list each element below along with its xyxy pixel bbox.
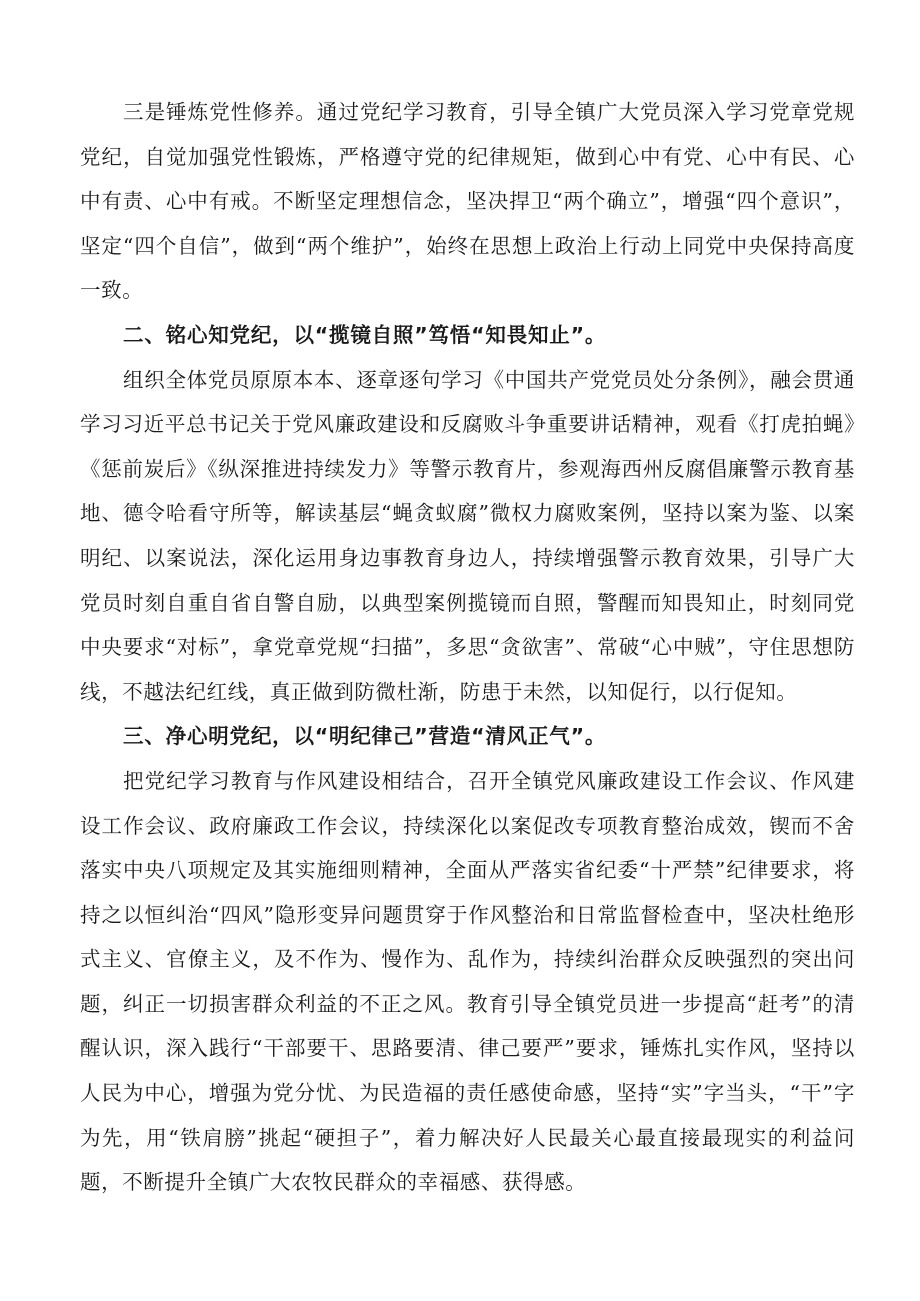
- section-heading-2: 二、铭心知党纪，以“揽镜自照”笃悟“知畏知止”。: [123, 322, 607, 347]
- section-heading-3: 三、净心明党纪，以“明纪律己”营造“清风正气”。: [123, 724, 607, 749]
- paragraph-warning-education: 组织全体党员原原本本、逐章逐句学习《中国共产党党员处分条例》，融会贯通学习习近平总书记关于党风廉政建设和反腐败斗争重要讲话精神，观看《打虎拍蝇》《惩前炭后》《纵深推进持续发力》等警示教育片，参观海西州反腐倡廉警示教育基地、德令哈看守所等，解读基层“蝇贪蚁腐”微权力腐败案例，坚持以案为鉴、以案明纪、以案说法，深化运用身边事教育身边人，持续增强警示教育效果，引导广大党员时刻自重自省自警自励，以典型案例揽镜而自照，警醒而知畏知止，时刻同党中央要求“对标”，拿党章党规“扫描”，多思“贪欲害”、常破“心中贼”，守住思想防线，不越法纪红线，真正做到防微杜渐，防患于未然，以知促行，以行促知。: [80, 367, 855, 704]
- document-body: [80, 90, 855, 1205]
- paragraph-party-spirit: 三是锤炼党性修养。通过党纪学习教育，引导全镇广大党员深入学习党章党规党纪，自觉加强党性锻炼，严格遵守党的纪律规矩，做到心中有党、心中有民、心中有责、心中有戒。不断坚定理想信念，坚决捍卫“两个确立”，增强“四个意识”，坚定“四个自信”，做到“两个维护”，始终在思想上政治上行动上同党中央保持高度一致。: [80, 100, 855, 303]
- paragraph-work-style: 把党纪学习教育与作风建设相结合，召开全镇党风廉政建设工作会议、作风建设工作会议、政府廉政工作会议，持续深化以案促改专项教育整治成效，锲而不舍落实中央八项规定及其实施细则精神，全面从严落实省纪委“十严禁”纪律要求，将持之以恒纠治“四风”隐形变异问题贯穿于作风整治和日常监督检查中，坚决杜绝形式主义、官僚主义，及不作为、慢作为、乱作为，持续纠治群众反映强烈的突出问题，纠正一切损害群众利益的不正之风。教育引导全镇党员进一步提高“赶考”的清醒认识，深入践行“干部要干、思路要清、律己要严”要求，锤炼扎实作风，坚持以人民为中心，增强为党分忧、为民造福的责任感使命感，坚持“实”字当头，“干”字为先，用“铁肩膀”挑起“硬担子”，着力解决好人民最关心最直接最现实的利益问题，不断提升全镇广大农牧民群众的幸福感、获得感。: [80, 768, 855, 1195]
